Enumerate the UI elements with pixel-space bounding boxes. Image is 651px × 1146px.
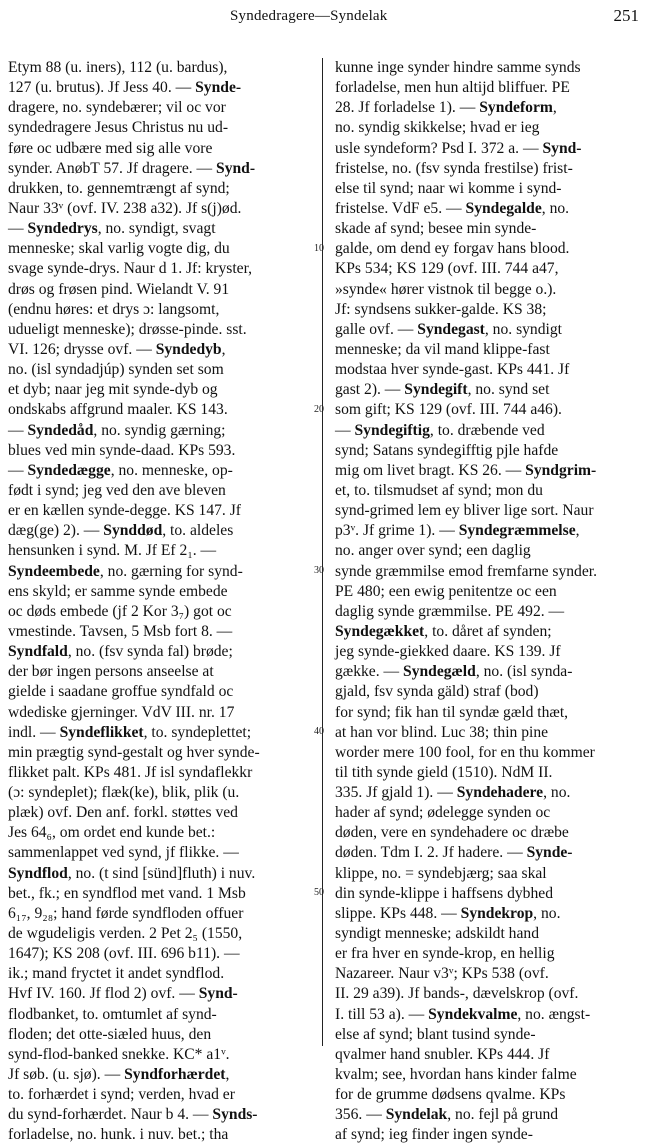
text-line: [335, 1005, 643, 1025]
text-segment: kunne inge synder hindre samme synds: [335, 59, 581, 76]
headword: Syndfald: [8, 643, 68, 661]
text-segment: Nazareer. Naur v3ᵛ; KPs 538 (ovf.: [335, 965, 549, 983]
text-segment: , to. syndeplettet;: [143, 723, 252, 741]
text-segment: gielde i saadane groffue syndfald oc: [8, 683, 234, 701]
text-line: [8, 743, 312, 763]
text-line: [8, 501, 312, 521]
text-segment: , to. dåret af synden;: [424, 622, 552, 640]
text-line: [8, 461, 312, 481]
headword: Syndegast: [417, 320, 485, 338]
text-segment: floden; det otte-siæled huus, den: [8, 1025, 212, 1043]
text-segment: modstaa hver synde-gast. KPs 441. Jf: [335, 361, 570, 379]
text-segment: du synd-forhærdet. Naur b 4. —: [8, 1106, 213, 1124]
text-segment: hensunken i synd. M. Jf Ef 2₁. —: [8, 542, 217, 560]
text-segment: no. (isl syndadjúp) synden set som: [8, 361, 224, 379]
page-number: 251: [613, 6, 639, 25]
text-segment: , to. tilsmudset af synd; mon du: [346, 481, 543, 499]
text-line: [8, 360, 312, 380]
text-segment: svage synde-drys. Naur d 1. Jf: kryster,: [8, 260, 253, 278]
text-segment: —: [8, 461, 28, 479]
text-line: [8, 823, 312, 843]
text-line: [8, 783, 312, 803]
text-segment: Etym 88 (u. iners), 112 (u. bardus),: [8, 59, 228, 76]
text-line: [8, 703, 312, 723]
line-marker: 20: [314, 404, 324, 415]
headword: Synddød: [103, 522, 163, 540]
text-line: [8, 662, 312, 682]
text-line: [8, 1045, 312, 1065]
text-segment: KPs 534; KS 129 (ovf. III. 744 a47,: [335, 260, 559, 278]
text-line: [8, 1105, 312, 1125]
text-segment: syndedragere Jesus Christus nu ud-: [8, 119, 229, 137]
text-line: [335, 421, 643, 441]
text-line: [8, 541, 312, 561]
text-segment: —: [335, 421, 355, 439]
text-line: [335, 98, 643, 118]
text-segment: , no. = syndebjærg; saa skal: [373, 864, 547, 882]
text-segment: else af synd; blant tusind synde-: [335, 1025, 536, 1043]
text-line: [8, 682, 312, 702]
text-segment: kvalm; see, hvordan hans kinder falme: [335, 1066, 577, 1084]
text-line: [335, 441, 643, 461]
headword: Syndedåd: [27, 421, 94, 439]
text-line: [335, 139, 643, 159]
text-segment: flodbanket: [8, 1005, 75, 1023]
text-segment: fristelse. VdF e5. —: [335, 199, 466, 217]
text-line: [335, 562, 643, 582]
headword: Syndflod: [8, 864, 68, 882]
line-marker: 50: [314, 887, 324, 898]
headword: Syndforhærdet: [124, 1066, 226, 1084]
text-segment: plæk) ovf. Den anf. forkl. støttes ved: [8, 804, 238, 822]
text-line: [335, 602, 643, 622]
text-line: [8, 139, 312, 159]
text-segment: , no. syndig gærning;: [93, 421, 226, 439]
text-line: [335, 1025, 643, 1045]
text-segment: blues ved min synde-daad. KPs 593.: [8, 441, 236, 459]
text-segment: Naur 33ᵛ (ovf. IV. 238 a32). Jf s(j)ød.: [8, 199, 242, 217]
text-segment: gække. —: [335, 663, 404, 681]
text-segment: VI. 126; drysse ovf. —: [8, 340, 156, 358]
text-segment: fristelse: [335, 159, 385, 177]
headword: Syndegalde: [465, 199, 542, 217]
text-segment: synd; Satans syndegifftig pjle hafde: [335, 441, 559, 459]
text-line: [335, 58, 643, 78]
text-line: [335, 501, 643, 521]
headword: Syndehadere: [456, 784, 544, 802]
text-segment: forladelse, men hun altijd bliffuer. PE: [335, 79, 570, 97]
text-segment: —: [8, 421, 28, 439]
text-line: [8, 1085, 312, 1105]
text-segment: slippe. KPs 448. —: [335, 904, 461, 922]
text-line: [335, 118, 643, 138]
text-segment: 356. —: [335, 1106, 386, 1124]
text-line: [335, 662, 643, 682]
text-segment: (ɔ: syndeplet); flæk(ke), blik, plik (u.: [8, 784, 240, 802]
text-segment: no. syndig skikkelse; hvad er ieg: [335, 119, 540, 137]
headword: Syndedrys: [27, 220, 98, 238]
text-segment: et: [335, 481, 347, 499]
text-segment: to. forhærdet i synd; verden, hvad er: [8, 1086, 235, 1104]
text-segment: , no. ængst-: [517, 1005, 591, 1023]
text-line: [335, 642, 643, 662]
text-line: [8, 964, 312, 984]
text-line: [335, 1065, 643, 1085]
text-segment: synde græmmilse emod fremfarne synder.: [335, 562, 597, 580]
text-segment: Jf søb. (u. sjø). —: [8, 1066, 125, 1084]
column-left: [8, 58, 312, 1146]
headword: Syndegiftig: [354, 421, 430, 439]
text-segment: wdediske gjerninger. VdV III. nr. 17: [8, 703, 235, 721]
text-segment: gast 2). —: [335, 381, 405, 399]
text-segment: ondskabs affgrund maaler. KS 143.: [8, 401, 228, 419]
text-line: [8, 843, 312, 863]
text-segment: Hvf IV. 160. Jf flod 2) ovf. —: [8, 985, 199, 1003]
text-line: [335, 803, 643, 823]
text-line: [8, 562, 312, 582]
line-marker: 40: [314, 726, 324, 737]
text-line: [8, 441, 312, 461]
text-line: [335, 219, 643, 239]
text-segment: ,: [221, 340, 226, 358]
text-segment: for synd; fik han til syndæ gæld thæt,: [335, 703, 569, 721]
text-line: [335, 1105, 643, 1125]
text-segment: sammenlappet ved synd, jf flikke. —: [8, 844, 239, 862]
text-segment: daglig synde græmmilse. PE 492. —: [335, 602, 565, 620]
text-line: [335, 843, 643, 863]
headword: Synd-: [542, 139, 582, 157]
text-segment: føre oc udbære med sig alle vore: [8, 139, 213, 157]
text-line: [335, 360, 643, 380]
text-line: [8, 723, 312, 743]
text-segment: jeg synde-giekked daare. KS 139. Jf: [335, 643, 561, 661]
headword: Synde-: [526, 844, 573, 862]
text-line: [335, 944, 643, 964]
text-segment: galle ovf. —: [335, 320, 418, 338]
text-segment: vmestinde. Tavsen, 5 Msb fort 8. —: [8, 622, 233, 640]
text-segment: 127 (u. brutus). Jf Jess 40. —: [8, 79, 196, 97]
text-line: [8, 521, 312, 541]
text-line: [335, 541, 643, 561]
text-segment: dragere: [8, 99, 55, 117]
text-line: [335, 199, 643, 219]
text-line: [335, 78, 643, 98]
text-line: [8, 421, 312, 441]
text-line: [8, 400, 312, 420]
text-segment: syndigt menneske; adskildt hand: [335, 925, 539, 943]
text-segment: til tith synde gield (1510). NdM II.: [335, 763, 553, 781]
running-head: Syndedragere—Syndelak: [230, 8, 388, 24]
text-segment: , no. menneske, op-: [110, 461, 233, 479]
text-segment: hader af synd; ødelegge synden oc: [335, 804, 551, 822]
text-line: [8, 1125, 312, 1145]
text-segment: qvalmer hand snubler. KPs 444. Jf: [335, 1045, 550, 1063]
text-line: [335, 239, 643, 259]
text-line: [335, 461, 643, 481]
text-segment: , no. syndebærer; vil oc vor: [54, 99, 226, 117]
text-segment: worder mere 100 fool, for en thu kommer: [335, 743, 595, 761]
text-line: [8, 118, 312, 138]
text-line: [335, 723, 643, 743]
text-line: [8, 642, 312, 662]
text-line: [8, 78, 312, 98]
text-line: [8, 944, 312, 964]
headword: Syndeembede: [8, 562, 100, 580]
text-segment: oc døds embede (jf 2 Kor 3₇) got oc: [8, 602, 232, 620]
text-segment: indl. —: [8, 723, 60, 741]
text-line: [8, 259, 312, 279]
text-segment: (endnu høres: et drys ɔ: langsomt,: [8, 300, 220, 318]
text-line: [8, 864, 312, 884]
text-segment: , no. syndigt: [484, 320, 562, 338]
text-segment: min prægtig synd-gestalt og hver synde-: [8, 743, 260, 761]
text-segment: flikket palt. KPs 481. Jf isl syndaflekkr: [8, 763, 253, 781]
text-line: [335, 280, 643, 300]
text-segment: født i synd; jeg ved den ave bleven: [8, 481, 226, 499]
text-line: [335, 1045, 643, 1065]
text-line: [335, 682, 643, 702]
text-segment: udueligt menneske); drøsse-pinde. sst.: [8, 320, 247, 338]
text-line: [8, 582, 312, 602]
text-segment: , no. (isl synda-: [475, 663, 573, 681]
text-segment: synd-grimed lem ey bliver lige sort. Naur: [335, 502, 594, 520]
text-segment: af synd; ieg finder ingen synde-: [335, 1126, 533, 1144]
text-line: [8, 803, 312, 823]
text-line: [8, 904, 312, 924]
text-segment: , no. fejl på grund: [447, 1106, 559, 1124]
text-segment: 1647); KS 208 (ovf. III. 696 b11). —: [8, 945, 240, 963]
headword: Synde-: [195, 79, 242, 97]
text-segment: menneske; da vil mand klippe-fast: [335, 340, 550, 358]
text-line: [8, 219, 312, 239]
text-line: [335, 340, 643, 360]
text-segment: der bør ingen persons anseelse at: [8, 663, 214, 681]
text-segment: , to. dræbende ved: [429, 421, 545, 439]
text-segment: gjald, fsv synda gäld) straf (bod): [335, 683, 539, 701]
text-segment: forladelse: [8, 1126, 70, 1144]
text-line: [8, 58, 312, 78]
text-segment: drukken: [8, 179, 60, 197]
text-segment: , to. gennemtrængt af synd;: [59, 179, 230, 197]
text-line: [8, 1005, 312, 1025]
text-segment: no. anger over synd; een daglig: [335, 542, 531, 560]
text-segment: dæg(ge) 2). —: [8, 522, 104, 540]
headword: Syndegæld: [403, 663, 476, 681]
text-line: [8, 199, 312, 219]
text-line: [8, 159, 312, 179]
text-segment: else til synd; naar wi komme i synd-: [335, 179, 562, 197]
text-segment: ,: [575, 522, 580, 540]
text-line: [335, 582, 643, 602]
text-line: [335, 743, 643, 763]
text-line: [335, 864, 643, 884]
text-segment: , no.: [533, 904, 561, 922]
text-line: [8, 924, 312, 944]
text-segment: , to. aldeles: [162, 522, 234, 540]
text-line: [8, 984, 312, 1004]
text-line: [335, 622, 643, 642]
text-segment: , no. synd set: [467, 381, 550, 399]
text-segment: I. till 53 a). —: [335, 1005, 429, 1023]
text-line: [8, 179, 312, 199]
text-line: [335, 320, 643, 340]
text-segment: ,: [225, 1066, 230, 1084]
text-line: [8, 602, 312, 622]
headword: Syndedægge: [27, 461, 111, 479]
text-segment: , no.: [543, 784, 571, 802]
text-segment: p3ᵛ. Jf grime 1). —: [335, 522, 459, 540]
text-segment: er en kællen synde-degge. KS 147. Jf: [8, 502, 241, 520]
text-segment: , no. (fsv synda fal) brøde;: [67, 643, 233, 661]
text-line: [8, 280, 312, 300]
text-segment: skade af synd; besee min synde-: [335, 220, 537, 238]
text-segment: —: [8, 220, 28, 238]
text-line: [335, 179, 643, 199]
text-segment: PE 480; een ewig penitentze oc een: [335, 582, 557, 600]
text-line: [8, 481, 312, 501]
headword: Syndedyb: [155, 340, 222, 358]
text-segment: 335. Jf gjald 1). —: [335, 784, 457, 802]
headword: Syndegræmmelse: [458, 522, 576, 540]
text-segment: 6₁₇, 9₂₈; hand førde syndfloden offuer: [8, 904, 244, 922]
text-line: [8, 763, 312, 783]
text-segment: mig om livet bragt. KS 26. —: [335, 461, 526, 479]
text-segment: synder. AnøbT 57. Jf dragere. —: [8, 159, 217, 177]
text-segment: døden. Tdm I. 2. Jf hadere. —: [335, 844, 527, 862]
line-marker: 30: [314, 565, 324, 576]
text-segment: , no.: [541, 199, 570, 217]
headword: Syndeflikket: [59, 723, 144, 741]
text-segment: 28. Jf forladelse 1). —: [335, 99, 480, 117]
text-line: [335, 259, 643, 279]
text-segment: bet., fk.; en syndflod met vand. 1 Msb: [8, 884, 246, 902]
text-line: [8, 1065, 312, 1085]
text-line: [335, 783, 643, 803]
text-line: [335, 904, 643, 924]
column-right: [335, 58, 643, 1146]
text-segment: Jf: syndsens sukker-galde. KS 38;: [335, 300, 547, 318]
text-segment: de wgudeligis verden. 2 Pet 2₅ (1550,: [8, 925, 243, 943]
headword: Syndegift: [404, 381, 468, 399]
text-segment: drøs og frøsen pind. Wielandt V. 91: [8, 280, 230, 298]
headword: Syndekvalme: [428, 1005, 518, 1023]
text-line: [8, 380, 312, 400]
text-line: [335, 924, 643, 944]
line-marker: 10: [314, 243, 324, 254]
text-line: [335, 481, 643, 501]
headword: Syndekrop: [460, 904, 534, 922]
text-segment: galde, om dend ey forgav hans blood.: [335, 240, 570, 258]
text-line: [8, 884, 312, 904]
text-segment: synd-flod-banked snekke. KC* a1ᵛ.: [8, 1045, 230, 1063]
text-line: [335, 1085, 643, 1105]
headword: Syndeform: [479, 99, 553, 117]
text-segment: at han vor blind. Luc 38; thin pine: [335, 723, 549, 741]
text-line: [335, 964, 643, 984]
headword: Synds-: [212, 1106, 258, 1124]
text-segment: som gift; KS 129 (ovf. III. 744 a46).: [335, 401, 562, 419]
text-segment: er fra hver en synde-krop, en hellig: [335, 945, 555, 963]
text-line: [335, 1125, 643, 1145]
text-segment: Jes 64₆, om ordet end kunde bet.:: [8, 824, 216, 842]
text-line: [335, 823, 643, 843]
text-line: [8, 98, 312, 118]
text-segment: døden, vere en syndehadere oc dræbe: [335, 824, 569, 842]
text-line: [8, 1025, 312, 1045]
text-line: [335, 763, 643, 783]
text-line: [335, 159, 643, 179]
text-line: [335, 884, 643, 904]
text-segment: menneske; skal varlig vogte dig, du: [8, 240, 230, 258]
text-line: [335, 380, 643, 400]
text-segment: ,: [552, 99, 557, 117]
text-segment: klippe: [335, 864, 374, 882]
text-line: [8, 300, 312, 320]
text-segment: ens skyld; er samme synde embede: [8, 582, 228, 600]
text-segment: ik.; mand fryctet it andet syndflod.: [8, 965, 225, 983]
text-segment: , no. (fsv synda frestilse) frist-: [384, 159, 573, 177]
headword: Synd-: [216, 159, 256, 177]
text-segment: din synde-klippe i haffsens dybhed: [335, 884, 553, 902]
text-segment: et dyb; naar jeg mit synde-dyb og: [8, 381, 218, 399]
text-segment: , no. hunk. i nuv. bet.; tha: [69, 1126, 229, 1144]
text-line: [335, 300, 643, 320]
text-segment: , no. syndigt, svagt: [97, 220, 216, 238]
text-line: [335, 984, 643, 1004]
text-segment: usle syndeform? Psd I. 372 a. —: [335, 139, 543, 157]
text-line: [8, 622, 312, 642]
headword: Syndgrim-: [525, 461, 597, 479]
text-line: [8, 320, 312, 340]
text-segment: II. 29 a39). Jf bands-, dævelskrop (ovf.: [335, 985, 579, 1003]
text-line: [335, 703, 643, 723]
headword: Syndelak: [385, 1106, 448, 1124]
text-line: [8, 239, 312, 259]
headword: Synd-: [198, 985, 238, 1003]
text-line: [335, 400, 643, 420]
text-segment: , no. gærning for synd-: [99, 562, 243, 580]
text-segment: »synde« hører vistnok til begge o.).: [335, 280, 557, 298]
text-segment: for de grumme dødsens qvalme. KPs: [335, 1086, 566, 1104]
text-line: [335, 521, 643, 541]
headword: Syndegækket: [335, 622, 425, 640]
text-segment: , no. (t sind [sünd]fluth) i nuv.: [67, 864, 256, 882]
text-line: [8, 340, 312, 360]
text-segment: , to. omtumlet af synd-: [74, 1005, 217, 1023]
